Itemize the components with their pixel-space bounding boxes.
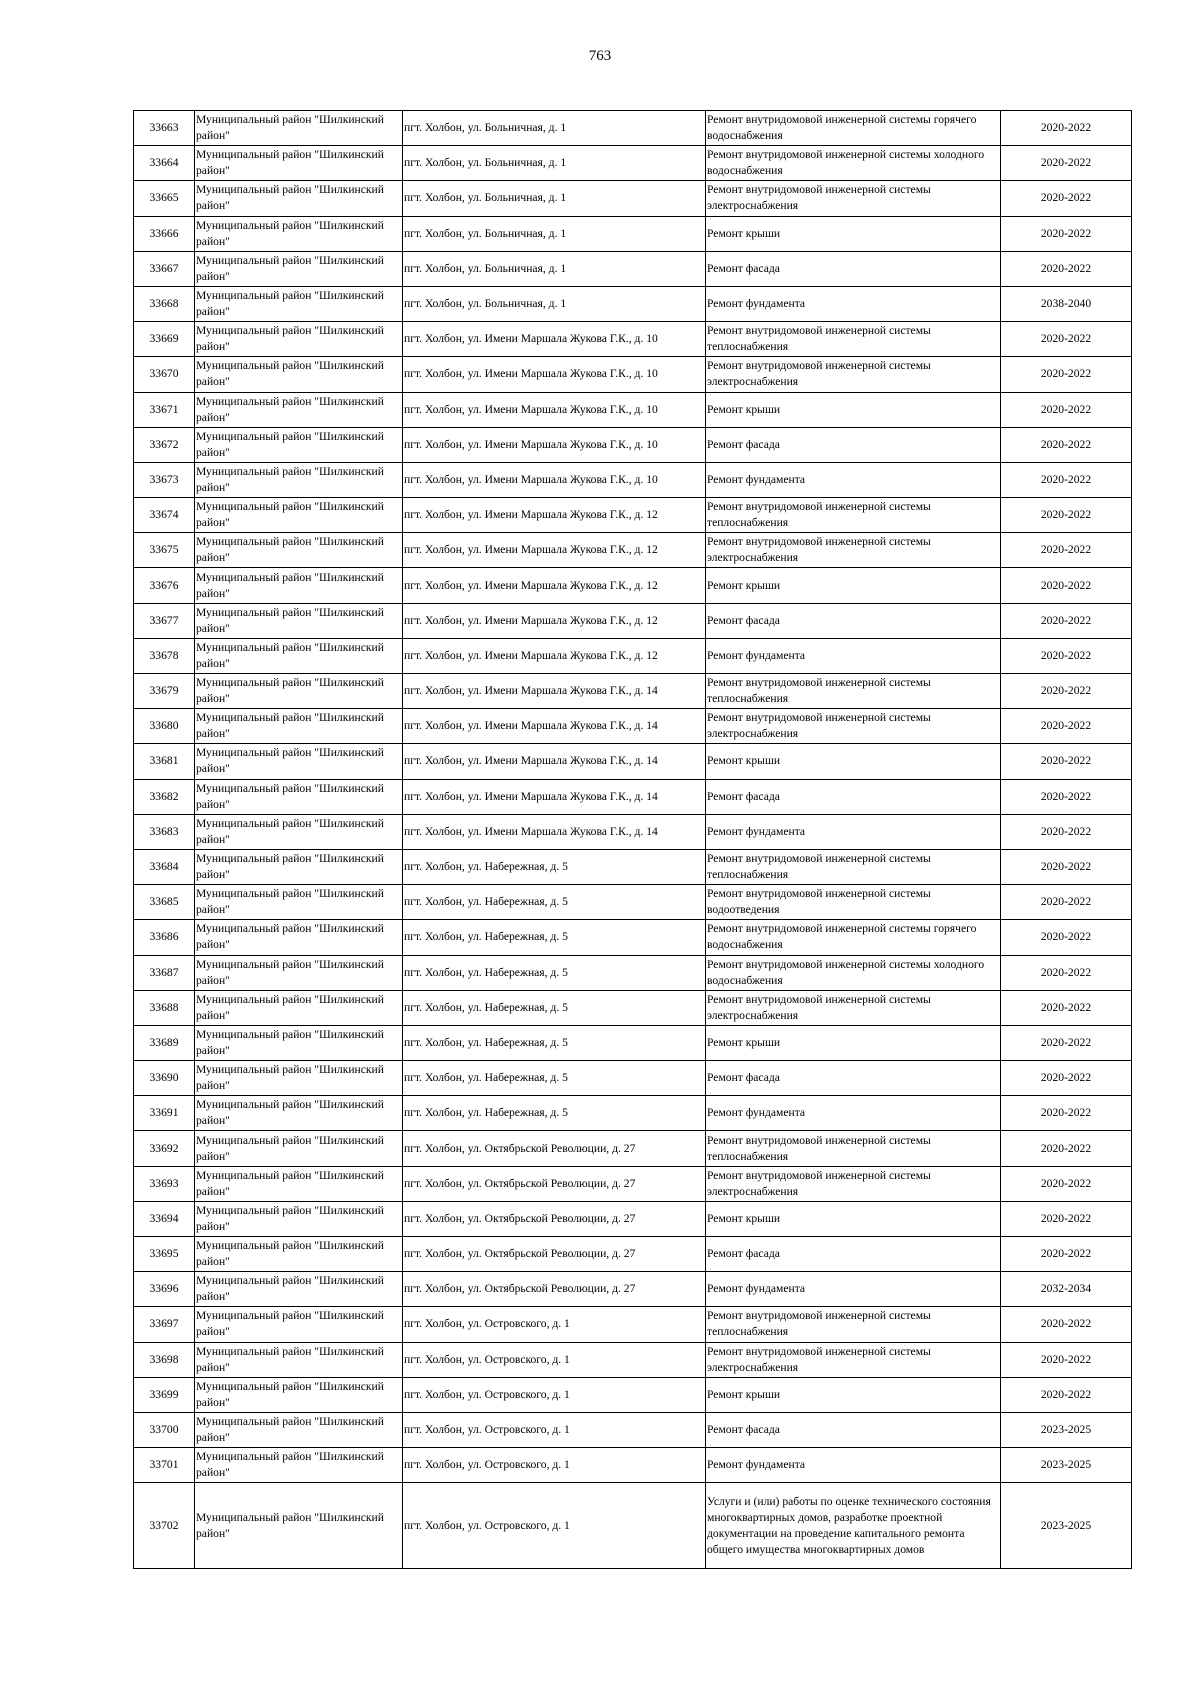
row-number-cell: 33683 xyxy=(134,814,195,849)
address-cell: пгт. Холбон, ул. Имени Маршала Жукова Г.К., д. 10 xyxy=(403,322,706,357)
table-row xyxy=(134,111,1132,146)
work-type-cell: Ремонт фундамента xyxy=(706,462,1001,497)
work-type-cell: Ремонт крыши xyxy=(706,568,1001,603)
table-row xyxy=(134,392,1132,427)
municipality-cell: Муниципальный район "Шилкинский район" xyxy=(195,1307,403,1342)
address-cell: пгт. Холбон, ул. Имени Маршала Жукова Г.К., д. 14 xyxy=(403,779,706,814)
address-cell: пгт. Холбон, ул. Имени Маршала Жукова Г.К., д. 12 xyxy=(403,603,706,638)
work-type-cell: Ремонт внутридомовой инженерной системы электроснабжения xyxy=(706,1166,1001,1201)
period-cell: 2020-2022 xyxy=(1001,709,1132,744)
table-row xyxy=(134,990,1132,1025)
work-type-cell: Ремонт внутридомовой инженерной системы электроснабжения xyxy=(706,357,1001,392)
address-cell: пгт. Холбон, ул. Островского, д. 1 xyxy=(403,1483,706,1569)
period-cell: 2020-2022 xyxy=(1001,392,1132,427)
municipality-cell: Муниципальный район "Шилкинский район" xyxy=(195,1131,403,1166)
address-cell: пгт. Холбон, ул. Островского, д. 1 xyxy=(403,1342,706,1377)
address-cell: пгт. Холбон, ул. Имени Маршала Жукова Г.К., д. 12 xyxy=(403,568,706,603)
municipality-cell: Муниципальный район "Шилкинский район" xyxy=(195,462,403,497)
address-cell: пгт. Холбон, ул. Имени Маршала Жукова Г.К., д. 12 xyxy=(403,638,706,673)
period-cell: 2020-2022 xyxy=(1001,533,1132,568)
municipality-cell: Муниципальный район "Шилкинский район" xyxy=(195,251,403,286)
table-row xyxy=(134,1448,1132,1483)
row-number-cell: 33664 xyxy=(134,146,195,181)
municipality-cell: Муниципальный район "Шилкинский район" xyxy=(195,427,403,462)
work-type-cell: Ремонт внутридомовой инженерной системы водоотведения xyxy=(706,885,1001,920)
work-type-cell: Ремонт внутридомовой инженерной системы теплоснабжения xyxy=(706,674,1001,709)
period-cell: 2020-2022 xyxy=(1001,1096,1132,1131)
period-cell: 2020-2022 xyxy=(1001,181,1132,216)
period-cell: 2020-2022 xyxy=(1001,427,1132,462)
municipality-cell: Муниципальный район "Шилкинский район" xyxy=(195,638,403,673)
period-cell: 2038-2040 xyxy=(1001,286,1132,321)
period-cell: 2020-2022 xyxy=(1001,1377,1132,1412)
period-cell: 2020-2022 xyxy=(1001,920,1132,955)
table-row xyxy=(134,1483,1132,1569)
work-type-cell: Ремонт внутридомовой инженерной системы холодного водоснабжения xyxy=(706,955,1001,990)
table-row xyxy=(134,1096,1132,1131)
row-number-cell: 33666 xyxy=(134,216,195,251)
address-cell: пгт. Холбон, ул. Больничная, д. 1 xyxy=(403,286,706,321)
period-cell: 2020-2022 xyxy=(1001,146,1132,181)
row-number-cell: 33702 xyxy=(134,1483,195,1569)
work-type-cell: Ремонт фундамента xyxy=(706,814,1001,849)
table-row xyxy=(134,1377,1132,1412)
address-cell: пгт. Холбон, ул. Имени Маршала Жукова Г.К., д. 12 xyxy=(403,498,706,533)
work-type-cell: Ремонт внутридомовой инженерной системы теплоснабжения xyxy=(706,849,1001,884)
municipality-cell: Муниципальный район "Шилкинский район" xyxy=(195,1377,403,1412)
period-cell: 2020-2022 xyxy=(1001,1166,1132,1201)
municipality-cell: Муниципальный район "Шилкинский район" xyxy=(195,1237,403,1272)
municipality-cell: Муниципальный район "Шилкинский район" xyxy=(195,533,403,568)
address-cell: пгт. Холбон, ул. Больничная, д. 1 xyxy=(403,181,706,216)
period-cell: 2020-2022 xyxy=(1001,1342,1132,1377)
period-cell: 2020-2022 xyxy=(1001,111,1132,146)
row-number-cell: 33674 xyxy=(134,498,195,533)
table-row xyxy=(134,1342,1132,1377)
address-cell: пгт. Холбон, ул. Островского, д. 1 xyxy=(403,1448,706,1483)
table-row xyxy=(134,216,1132,251)
row-number-cell: 33685 xyxy=(134,885,195,920)
municipality-cell: Муниципальный район "Шилкинский район" xyxy=(195,955,403,990)
period-cell: 2020-2022 xyxy=(1001,1061,1132,1096)
table-row xyxy=(134,1131,1132,1166)
work-type-cell: Ремонт крыши xyxy=(706,744,1001,779)
table-row xyxy=(134,357,1132,392)
row-number-cell: 33699 xyxy=(134,1377,195,1412)
municipality-cell: Муниципальный район "Шилкинский район" xyxy=(195,744,403,779)
address-cell: пгт. Холбон, ул. Имени Маршала Жукова Г.К., д. 14 xyxy=(403,814,706,849)
municipality-cell: Муниципальный район "Шилкинский район" xyxy=(195,814,403,849)
table-row xyxy=(134,1061,1132,1096)
table-row xyxy=(134,920,1132,955)
row-number-cell: 33678 xyxy=(134,638,195,673)
row-number-cell: 33670 xyxy=(134,357,195,392)
table-row xyxy=(134,603,1132,638)
table-row xyxy=(134,1237,1132,1272)
address-cell: пгт. Холбон, ул. Больничная, д. 1 xyxy=(403,216,706,251)
row-number-cell: 33672 xyxy=(134,427,195,462)
table-body xyxy=(134,111,1132,1569)
address-cell: пгт. Холбон, ул. Островского, д. 1 xyxy=(403,1307,706,1342)
period-cell: 2023-2025 xyxy=(1001,1483,1132,1569)
row-number-cell: 33692 xyxy=(134,1131,195,1166)
work-type-cell: Ремонт крыши xyxy=(706,1025,1001,1060)
work-type-cell: Ремонт крыши xyxy=(706,1201,1001,1236)
address-cell: пгт. Холбон, ул. Октябрьской Революции, д. 27 xyxy=(403,1201,706,1236)
address-cell: пгт. Холбон, ул. Октябрьской Революции, д. 27 xyxy=(403,1131,706,1166)
work-type-cell: Ремонт фасада xyxy=(706,251,1001,286)
municipality-cell: Муниципальный район "Шилкинский район" xyxy=(195,674,403,709)
work-type-cell: Ремонт внутридомовой инженерной системы электроснабжения xyxy=(706,181,1001,216)
work-type-cell: Ремонт фасада xyxy=(706,1412,1001,1447)
work-type-cell: Ремонт внутридомовой инженерной системы электроснабжения xyxy=(706,709,1001,744)
address-cell: пгт. Холбон, ул. Островского, д. 1 xyxy=(403,1377,706,1412)
municipality-cell: Муниципальный район "Шилкинский район" xyxy=(195,568,403,603)
work-type-cell: Ремонт фундамента xyxy=(706,286,1001,321)
work-type-cell: Ремонт внутридомовой инженерной системы электроснабжения xyxy=(706,533,1001,568)
row-number-cell: 33668 xyxy=(134,286,195,321)
table-row xyxy=(134,1412,1132,1447)
municipality-cell: Муниципальный район "Шилкинский район" xyxy=(195,216,403,251)
address-cell: пгт. Холбон, ул. Набережная, д. 5 xyxy=(403,1096,706,1131)
address-cell: пгт. Холбон, ул. Набережная, д. 5 xyxy=(403,849,706,884)
address-cell: пгт. Холбон, ул. Имени Маршала Жукова Г.К., д. 10 xyxy=(403,427,706,462)
work-type-cell: Ремонт крыши xyxy=(706,392,1001,427)
municipality-cell: Муниципальный район "Шилкинский район" xyxy=(195,1342,403,1377)
period-cell: 2020-2022 xyxy=(1001,674,1132,709)
address-cell: пгт. Холбон, ул. Набережная, д. 5 xyxy=(403,1061,706,1096)
period-cell: 2020-2022 xyxy=(1001,1237,1132,1272)
municipality-cell: Муниципальный район "Шилкинский район" xyxy=(195,779,403,814)
table-row xyxy=(134,674,1132,709)
work-type-cell: Ремонт внутридомовой инженерной системы горячего водоснабжения xyxy=(706,920,1001,955)
address-cell: пгт. Холбон, ул. Набережная, д. 5 xyxy=(403,990,706,1025)
table-row xyxy=(134,286,1132,321)
period-cell: 2020-2022 xyxy=(1001,357,1132,392)
municipality-cell: Муниципальный район "Шилкинский район" xyxy=(195,286,403,321)
address-cell: пгт. Холбон, ул. Имени Маршала Жукова Г.К., д. 10 xyxy=(403,357,706,392)
period-cell: 2020-2022 xyxy=(1001,638,1132,673)
municipality-cell: Муниципальный район "Шилкинский район" xyxy=(195,1412,403,1447)
row-number-cell: 33675 xyxy=(134,533,195,568)
address-cell: пгт. Холбон, ул. Октябрьской Революции, д. 27 xyxy=(403,1272,706,1307)
row-number-cell: 33667 xyxy=(134,251,195,286)
address-cell: пгт. Холбон, ул. Больничная, д. 1 xyxy=(403,146,706,181)
work-type-cell: Ремонт крыши xyxy=(706,1377,1001,1412)
period-cell: 2020-2022 xyxy=(1001,1201,1132,1236)
page-number: 763 xyxy=(588,48,612,64)
municipality-cell: Муниципальный район "Шилкинский район" xyxy=(195,709,403,744)
table-row xyxy=(134,709,1132,744)
table-row xyxy=(134,146,1132,181)
period-cell: 2020-2022 xyxy=(1001,568,1132,603)
row-number-cell: 33663 xyxy=(134,111,195,146)
address-cell: пгт. Холбон, ул. Имени Маршала Жукова Г.К., д. 10 xyxy=(403,462,706,497)
table-row xyxy=(134,1166,1132,1201)
row-number-cell: 33680 xyxy=(134,709,195,744)
address-cell: пгт. Холбон, ул. Больничная, д. 1 xyxy=(403,251,706,286)
period-cell: 2020-2022 xyxy=(1001,322,1132,357)
municipality-cell: Муниципальный район "Шилкинский район" xyxy=(195,322,403,357)
period-cell: 2023-2025 xyxy=(1001,1412,1132,1447)
period-cell: 2020-2022 xyxy=(1001,849,1132,884)
work-type-cell: Ремонт фундамента xyxy=(706,638,1001,673)
row-number-cell: 33682 xyxy=(134,779,195,814)
row-number-cell: 33700 xyxy=(134,1412,195,1447)
municipality-cell: Муниципальный район "Шилкинский район" xyxy=(195,1096,403,1131)
work-type-cell: Ремонт фасада xyxy=(706,779,1001,814)
work-type-cell: Ремонт фундамента xyxy=(706,1448,1001,1483)
row-number-cell: 33677 xyxy=(134,603,195,638)
table-row xyxy=(134,849,1132,884)
table-row xyxy=(134,462,1132,497)
period-cell: 2020-2022 xyxy=(1001,1131,1132,1166)
row-number-cell: 33669 xyxy=(134,322,195,357)
municipality-cell: Муниципальный район "Шилкинский район" xyxy=(195,1483,403,1569)
table-row xyxy=(134,427,1132,462)
table-row xyxy=(134,533,1132,568)
address-cell: пгт. Холбон, ул. Набережная, д. 5 xyxy=(403,885,706,920)
period-cell: 2020-2022 xyxy=(1001,779,1132,814)
municipality-cell: Муниципальный район "Шилкинский район" xyxy=(195,603,403,638)
period-cell: 2020-2022 xyxy=(1001,1307,1132,1342)
municipality-cell: Муниципальный район "Шилкинский район" xyxy=(195,1272,403,1307)
row-number-cell: 33681 xyxy=(134,744,195,779)
row-number-cell: 33684 xyxy=(134,849,195,884)
table-row xyxy=(134,251,1132,286)
table-row xyxy=(134,1307,1132,1342)
address-cell: пгт. Холбон, ул. Имени Маршала Жукова Г.К., д. 10 xyxy=(403,392,706,427)
municipality-cell: Муниципальный район "Шилкинский район" xyxy=(195,146,403,181)
table-row xyxy=(134,955,1132,990)
row-number-cell: 33695 xyxy=(134,1237,195,1272)
table-row xyxy=(134,638,1132,673)
period-cell: 2020-2022 xyxy=(1001,814,1132,849)
work-type-cell: Ремонт фундамента xyxy=(706,1272,1001,1307)
work-type-cell: Ремонт фасада xyxy=(706,427,1001,462)
work-type-cell: Ремонт внутридомовой инженерной системы электроснабжения xyxy=(706,990,1001,1025)
municipality-cell: Муниципальный район "Шилкинский район" xyxy=(195,1166,403,1201)
work-type-cell: Ремонт внутридомовой инженерной системы холодного водоснабжения xyxy=(706,146,1001,181)
address-cell: пгт. Холбон, ул. Набережная, д. 5 xyxy=(403,1025,706,1060)
table-row xyxy=(134,1025,1132,1060)
table-row xyxy=(134,1272,1132,1307)
municipality-cell: Муниципальный район "Шилкинский район" xyxy=(195,1061,403,1096)
period-cell: 2020-2022 xyxy=(1001,955,1132,990)
municipality-cell: Муниципальный район "Шилкинский район" xyxy=(195,990,403,1025)
municipality-cell: Муниципальный район "Шилкинский район" xyxy=(195,920,403,955)
table-row xyxy=(134,744,1132,779)
period-cell: 2020-2022 xyxy=(1001,498,1132,533)
work-type-cell: Услуги и (или) работы по оценке технического состояния многоквартирных домов, разработке проектной документации на проведение капитального ремонта общего имущества многоквартирных домов xyxy=(706,1483,1001,1569)
municipality-cell: Муниципальный район "Шилкинский район" xyxy=(195,1448,403,1483)
row-number-cell: 33665 xyxy=(134,181,195,216)
work-type-cell: Ремонт внутридомовой инженерной системы электроснабжения xyxy=(706,1342,1001,1377)
work-type-cell: Ремонт внутридомовой инженерной системы горячего водоснабжения xyxy=(706,111,1001,146)
row-number-cell: 33694 xyxy=(134,1201,195,1236)
row-number-cell: 33696 xyxy=(134,1272,195,1307)
row-number-cell: 33686 xyxy=(134,920,195,955)
row-number-cell: 33697 xyxy=(134,1307,195,1342)
period-cell: 2020-2022 xyxy=(1001,1025,1132,1060)
table-row xyxy=(134,779,1132,814)
period-cell: 2020-2022 xyxy=(1001,603,1132,638)
period-cell: 2032-2034 xyxy=(1001,1272,1132,1307)
work-type-cell: Ремонт фасада xyxy=(706,603,1001,638)
work-type-cell: Ремонт фасада xyxy=(706,1061,1001,1096)
work-type-cell: Ремонт внутридомовой инженерной системы теплоснабжения xyxy=(706,1131,1001,1166)
period-cell: 2020-2022 xyxy=(1001,990,1132,1025)
row-number-cell: 33701 xyxy=(134,1448,195,1483)
municipality-cell: Муниципальный район "Шилкинский район" xyxy=(195,498,403,533)
row-number-cell: 33673 xyxy=(134,462,195,497)
address-cell: пгт. Холбон, ул. Больничная, д. 1 xyxy=(403,111,706,146)
table-row xyxy=(134,814,1132,849)
row-number-cell: 33693 xyxy=(134,1166,195,1201)
municipality-cell: Муниципальный район "Шилкинский район" xyxy=(195,1201,403,1236)
row-number-cell: 33691 xyxy=(134,1096,195,1131)
address-cell: пгт. Холбон, ул. Имени Маршала Жукова Г.К., д. 14 xyxy=(403,709,706,744)
row-number-cell: 33689 xyxy=(134,1025,195,1060)
address-cell: пгт. Холбон, ул. Октябрьской Революции, д. 27 xyxy=(403,1237,706,1272)
row-number-cell: 33687 xyxy=(134,955,195,990)
table-row xyxy=(134,322,1132,357)
table-row xyxy=(134,885,1132,920)
work-type-cell: Ремонт внутридомовой инженерной системы теплоснабжения xyxy=(706,322,1001,357)
municipality-cell: Муниципальный район "Шилкинский район" xyxy=(195,357,403,392)
period-cell: 2020-2022 xyxy=(1001,885,1132,920)
address-cell: пгт. Холбон, ул. Набережная, д. 5 xyxy=(403,955,706,990)
table-row xyxy=(134,498,1132,533)
period-cell: 2020-2022 xyxy=(1001,216,1132,251)
table-row xyxy=(134,181,1132,216)
row-number-cell: 33671 xyxy=(134,392,195,427)
table-row xyxy=(134,1201,1132,1236)
municipality-cell: Муниципальный район "Шилкинский район" xyxy=(195,849,403,884)
repair-schedule-table xyxy=(133,110,1132,1569)
row-number-cell: 33679 xyxy=(134,674,195,709)
address-cell: пгт. Холбон, ул. Имени Маршала Жукова Г.К., д. 12 xyxy=(403,533,706,568)
table-row xyxy=(134,568,1132,603)
address-cell: пгт. Холбон, ул. Набережная, д. 5 xyxy=(403,920,706,955)
work-type-cell: Ремонт фундамента xyxy=(706,1096,1001,1131)
address-cell: пгт. Холбон, ул. Октябрьской Революции, д. 27 xyxy=(403,1166,706,1201)
municipality-cell: Муниципальный район "Шилкинский район" xyxy=(195,885,403,920)
row-number-cell: 33698 xyxy=(134,1342,195,1377)
address-cell: пгт. Холбон, ул. Островского, д. 1 xyxy=(403,1412,706,1447)
period-cell: 2020-2022 xyxy=(1001,251,1132,286)
period-cell: 2020-2022 xyxy=(1001,462,1132,497)
row-number-cell: 33676 xyxy=(134,568,195,603)
work-type-cell: Ремонт фасада xyxy=(706,1237,1001,1272)
row-number-cell: 33688 xyxy=(134,990,195,1025)
municipality-cell: Муниципальный район "Шилкинский район" xyxy=(195,111,403,146)
municipality-cell: Муниципальный район "Шилкинский район" xyxy=(195,1025,403,1060)
period-cell: 2020-2022 xyxy=(1001,744,1132,779)
period-cell: 2023-2025 xyxy=(1001,1448,1132,1483)
municipality-cell: Муниципальный район "Шилкинский район" xyxy=(195,181,403,216)
work-type-cell: Ремонт крыши xyxy=(706,216,1001,251)
row-number-cell: 33690 xyxy=(134,1061,195,1096)
work-type-cell: Ремонт внутридомовой инженерной системы теплоснабжения xyxy=(706,1307,1001,1342)
address-cell: пгт. Холбон, ул. Имени Маршала Жукова Г.К., д. 14 xyxy=(403,674,706,709)
work-type-cell: Ремонт внутридомовой инженерной системы теплоснабжения xyxy=(706,498,1001,533)
address-cell: пгт. Холбон, ул. Имени Маршала Жукова Г.К., д. 14 xyxy=(403,744,706,779)
municipality-cell: Муниципальный район "Шилкинский район" xyxy=(195,392,403,427)
